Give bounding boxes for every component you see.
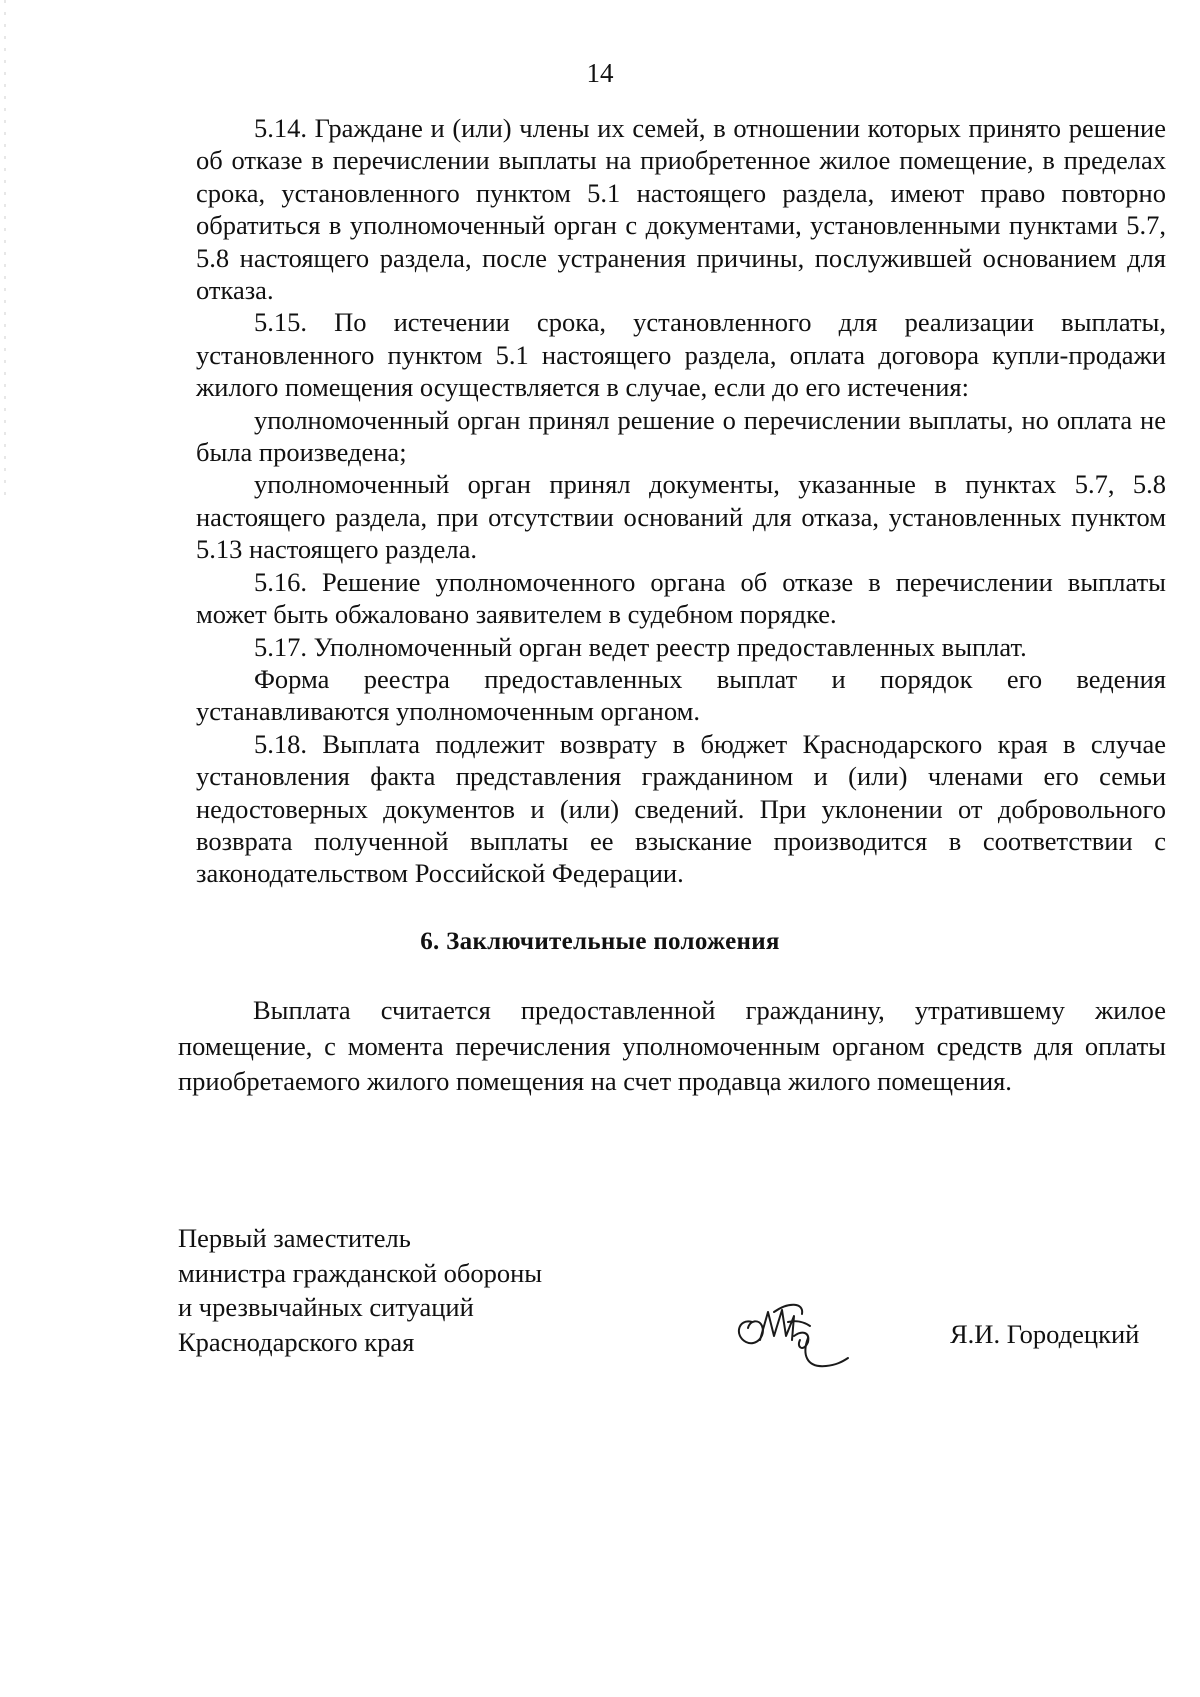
paragraph-5-15-item-1: уполномоченный орган принял решение о перечислении выплаты, но оплата не была произведена; [196,404,1166,468]
paragraph-5-16: 5.16. Решение уполномоченного органа об отказе в перечислении выплаты может быть обжаловано заявителем в судебном порядке. [196,566,1166,630]
signatory-title [178,1221,542,1359]
handwritten-signature [730,1292,855,1374]
signatory-name: Я.И. Городецкий [950,1319,1140,1349]
signatory-title-line: министра гражданской обороны [178,1257,543,1288]
paragraph-5-17: 5.17. Уполномоченный орган ведет реестр предоставленных выплат. [254,631,1027,662]
document-body [196,112,1166,890]
signatory-title-line: и чрезвычайных ситуаций [178,1292,474,1322]
final-paragraph: Выплата считается предоставленной гражданину, утратившему жилое помещение, с момента перечисления уполномоченным органом средств для оплаты приобретаемого жилого помещения на счет продавца жилого помещения. [178,995,1166,1096]
section-heading: 6. Заключительные положения [420,928,780,955]
paragraph-5-15-item-2: уполномоченный орган принял документы, указанные в пунктах 5.7, 5.8 настоящего раздела, при отсутствии оснований для отказа, установленных пунктом 5.13 настоящего раздела. [196,469,1166,565]
paragraph-5-14: 5.14. Граждане и (или) члены их семей, в отношении которых принято решение об отказе в перечислении выплаты на приобретенное жилое помещение, в пределах срока, установленного пунктом 5.1 настоящего раздела, имеют право повторно обратиться в уполномоченный орган с документами, установленными пунктами 5.7, 5.8 настоящего раздела, после устранения причины, послужившей основанием для отказа. [196,113,1166,306]
page-number: 14 [586,58,614,88]
paragraph-5-15: 5.15. По истечении срока, установленного для реализации выплаты, установленного пунктом 5.1 настоящего раздела, оплата договора купли-продажи жилого помещения осуществляется в случае, если до его истечения: [196,307,1166,403]
paragraph-5-17-form: Форма реестра предоставленных выплат и порядок его ведения устанавливаются уполномоченным органом. [196,663,1166,727]
signatory-title-line: Первый заместитель [178,1223,411,1253]
paragraph-5-18: 5.18. Выплата подлежит возврату в бюджет Краснодарского края в случае установления факта представления гражданином и (или) членами его семьи недостоверных документов и (или) сведений. При уклонении от добровольного возврата полученной выплаты ее взыскание производится в соответствии с законодательством Российской Федерации. [196,728,1166,889]
signatory-title-line: Краснодарского края [178,1326,415,1357]
